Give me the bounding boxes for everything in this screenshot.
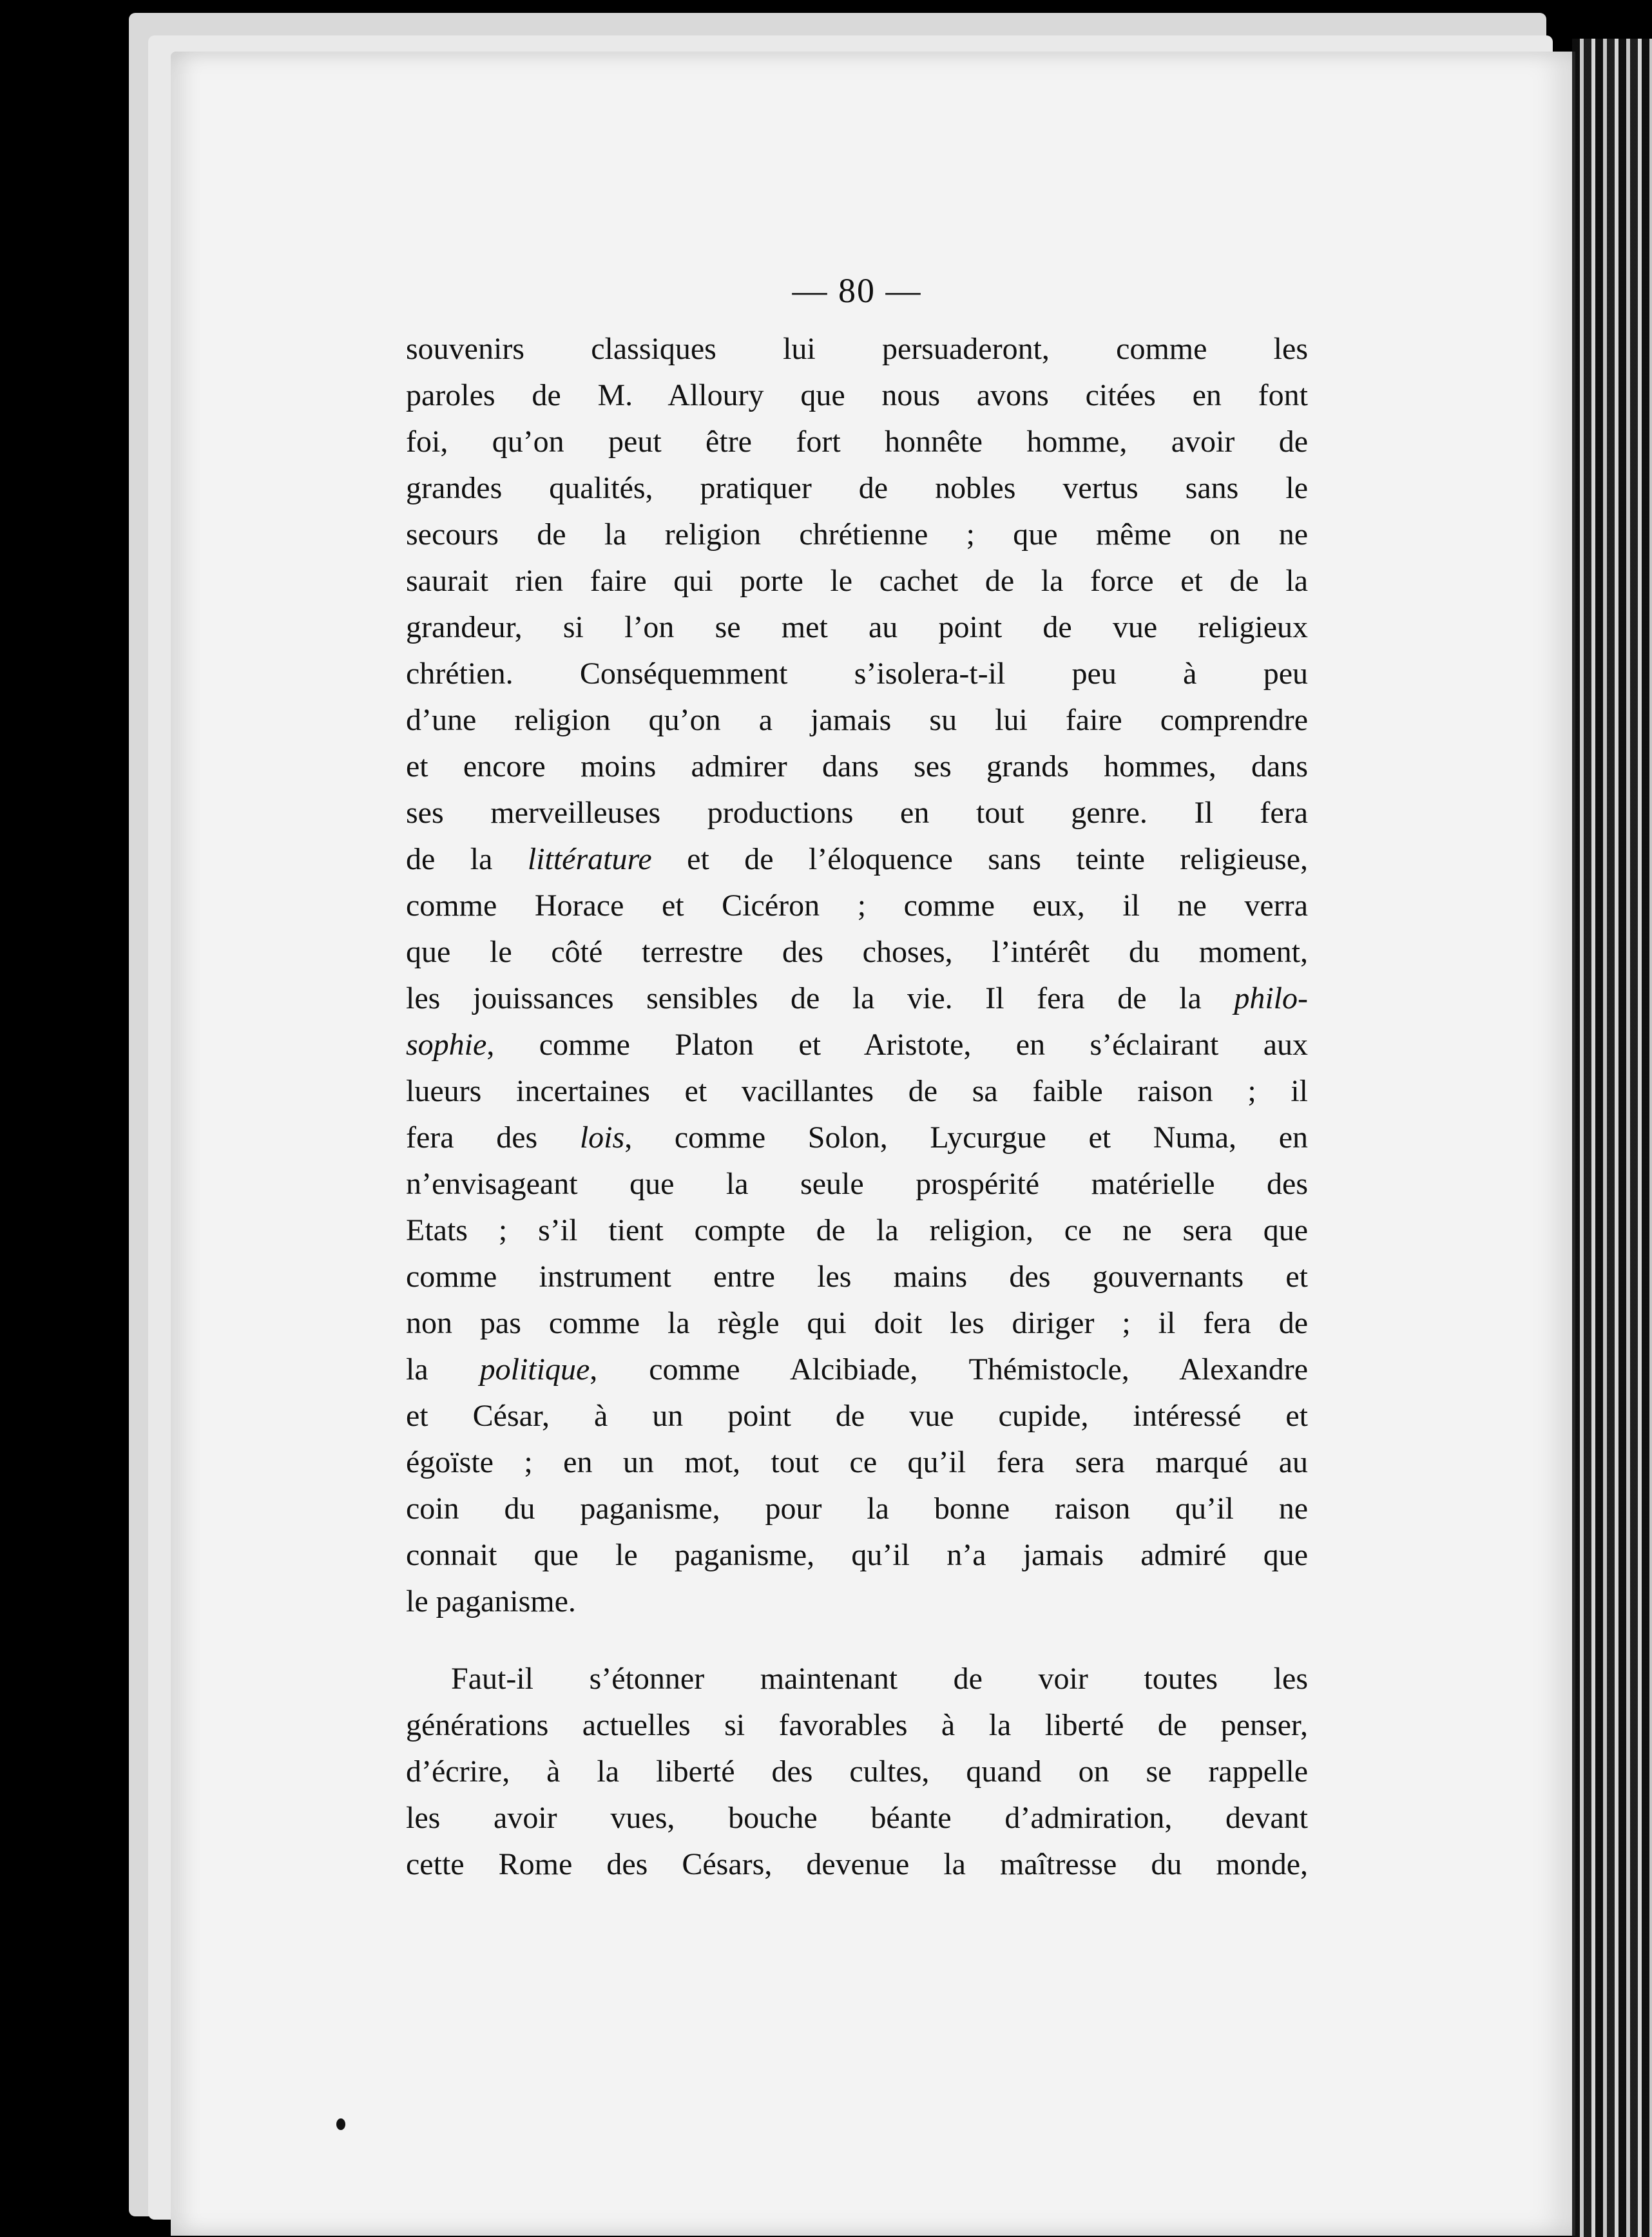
text-line: connait que le paganisme, qu’il n’a jamais admiré que xyxy=(406,1538,1308,1572)
text-line: souvenirs classiques lui persuaderont, comme les xyxy=(406,332,1308,366)
italic-term: sophie xyxy=(406,1028,487,1062)
text-line: générations actuelles si favorables à la liberté de penser, xyxy=(406,1708,1308,1742)
text-segment: , comme Platon et Aristote, en s’éclairant aux xyxy=(486,1028,1308,1062)
paragraph-1 xyxy=(406,326,1308,1625)
text-line: Faut-il s’étonner maintenant de voir toutes les xyxy=(451,1662,1308,1696)
text-line: chrétien. Conséquemment s’isolera-t-il peu à peu xyxy=(406,657,1308,691)
text-line: comme Horace et Cicéron ; comme eux, il ne verra xyxy=(406,888,1308,923)
text-segment: de la xyxy=(406,842,528,876)
text-line: saurait rien faire qui porte le cachet de la force et de la xyxy=(406,564,1308,598)
text-segment: et de l’éloquence sans teinte religieuse, xyxy=(651,842,1309,876)
text-line: ses merveilleuses productions en tout genre. Il fera xyxy=(406,796,1308,830)
text-line: égoïste ; en un mot, tout ce qu’il fera sera marqué au xyxy=(406,1445,1308,1479)
text-line: et encore moins admirer dans ses grands hommes, dans xyxy=(406,749,1308,783)
text-line: grandeur, si l’on se met au point de vue religieux xyxy=(406,610,1308,644)
text-line: d’écrire, à la liberté des cultes, quand on se rappelle xyxy=(406,1754,1308,1789)
text-segment: la xyxy=(406,1352,480,1387)
text-segment: , comme Solon, Lycurgue et Numa, en xyxy=(624,1120,1308,1155)
text-line: les avoir vues, bouche béante d’admiration, devant xyxy=(406,1801,1308,1835)
text-line: d’une religion qu’on a jamais su lui faire comprendre xyxy=(406,703,1308,737)
text-line: paroles de M. Alloury que nous avons citées en font xyxy=(406,378,1308,412)
book-fore-edge xyxy=(1572,39,1652,2237)
text-line: n’envisageant que la seule prospérité matérielle des xyxy=(406,1167,1308,1201)
text-segment: les jouissances sensibles de la vie. Il fera de la xyxy=(406,981,1234,1015)
text-line: foi, qu’on peut être fort honnête homme, avoir de xyxy=(406,425,1308,459)
text-segment: , comme Alcibiade, Thémistocle, Alexandre xyxy=(590,1352,1308,1387)
text-line: non pas comme la règle qui doit les diriger ; il fera de xyxy=(406,1306,1308,1340)
text-line: grandes qualités, pratiquer de nobles vertus sans le xyxy=(406,471,1308,505)
italic-term: lois xyxy=(579,1120,625,1155)
text-line: comme instrument entre les mains des gouvernants et xyxy=(406,1260,1308,1294)
page-number: — 80 — xyxy=(792,271,922,310)
italic-term: philo- xyxy=(1234,981,1308,1015)
text-line xyxy=(406,1347,1308,1393)
text-line: Etats ; s’il tient compte de la religion, ce ne sera que xyxy=(406,1213,1308,1247)
text-line: secours de la religion chrétienne ; que même on ne xyxy=(406,517,1308,552)
ink-speck xyxy=(336,2118,345,2130)
text-segment: fera des xyxy=(406,1120,580,1155)
text-line: lueurs incertaines et vacillantes de sa faible raison ; il xyxy=(406,1074,1308,1108)
text-line xyxy=(406,836,1308,883)
text-line xyxy=(406,1115,1308,1161)
text-line: que le côté terrestre des choses, l’intérêt du moment, xyxy=(406,935,1308,969)
italic-term: littérature xyxy=(527,842,652,876)
text-line: et César, à un point de vue cupide, intéressé et xyxy=(406,1399,1308,1433)
text-line xyxy=(406,975,1308,1022)
text-line: coin du paganisme, pour la bonne raison qu’il ne xyxy=(406,1492,1308,1526)
italic-term: politique xyxy=(479,1352,590,1387)
paragraph-2 xyxy=(406,1656,1308,1888)
text-line xyxy=(406,1022,1308,1068)
text-line: le paganisme. xyxy=(406,1584,576,1618)
text-line: cette Rome des Césars, devenue la maîtresse du monde, xyxy=(406,1847,1308,1881)
page-content xyxy=(406,271,1308,1888)
